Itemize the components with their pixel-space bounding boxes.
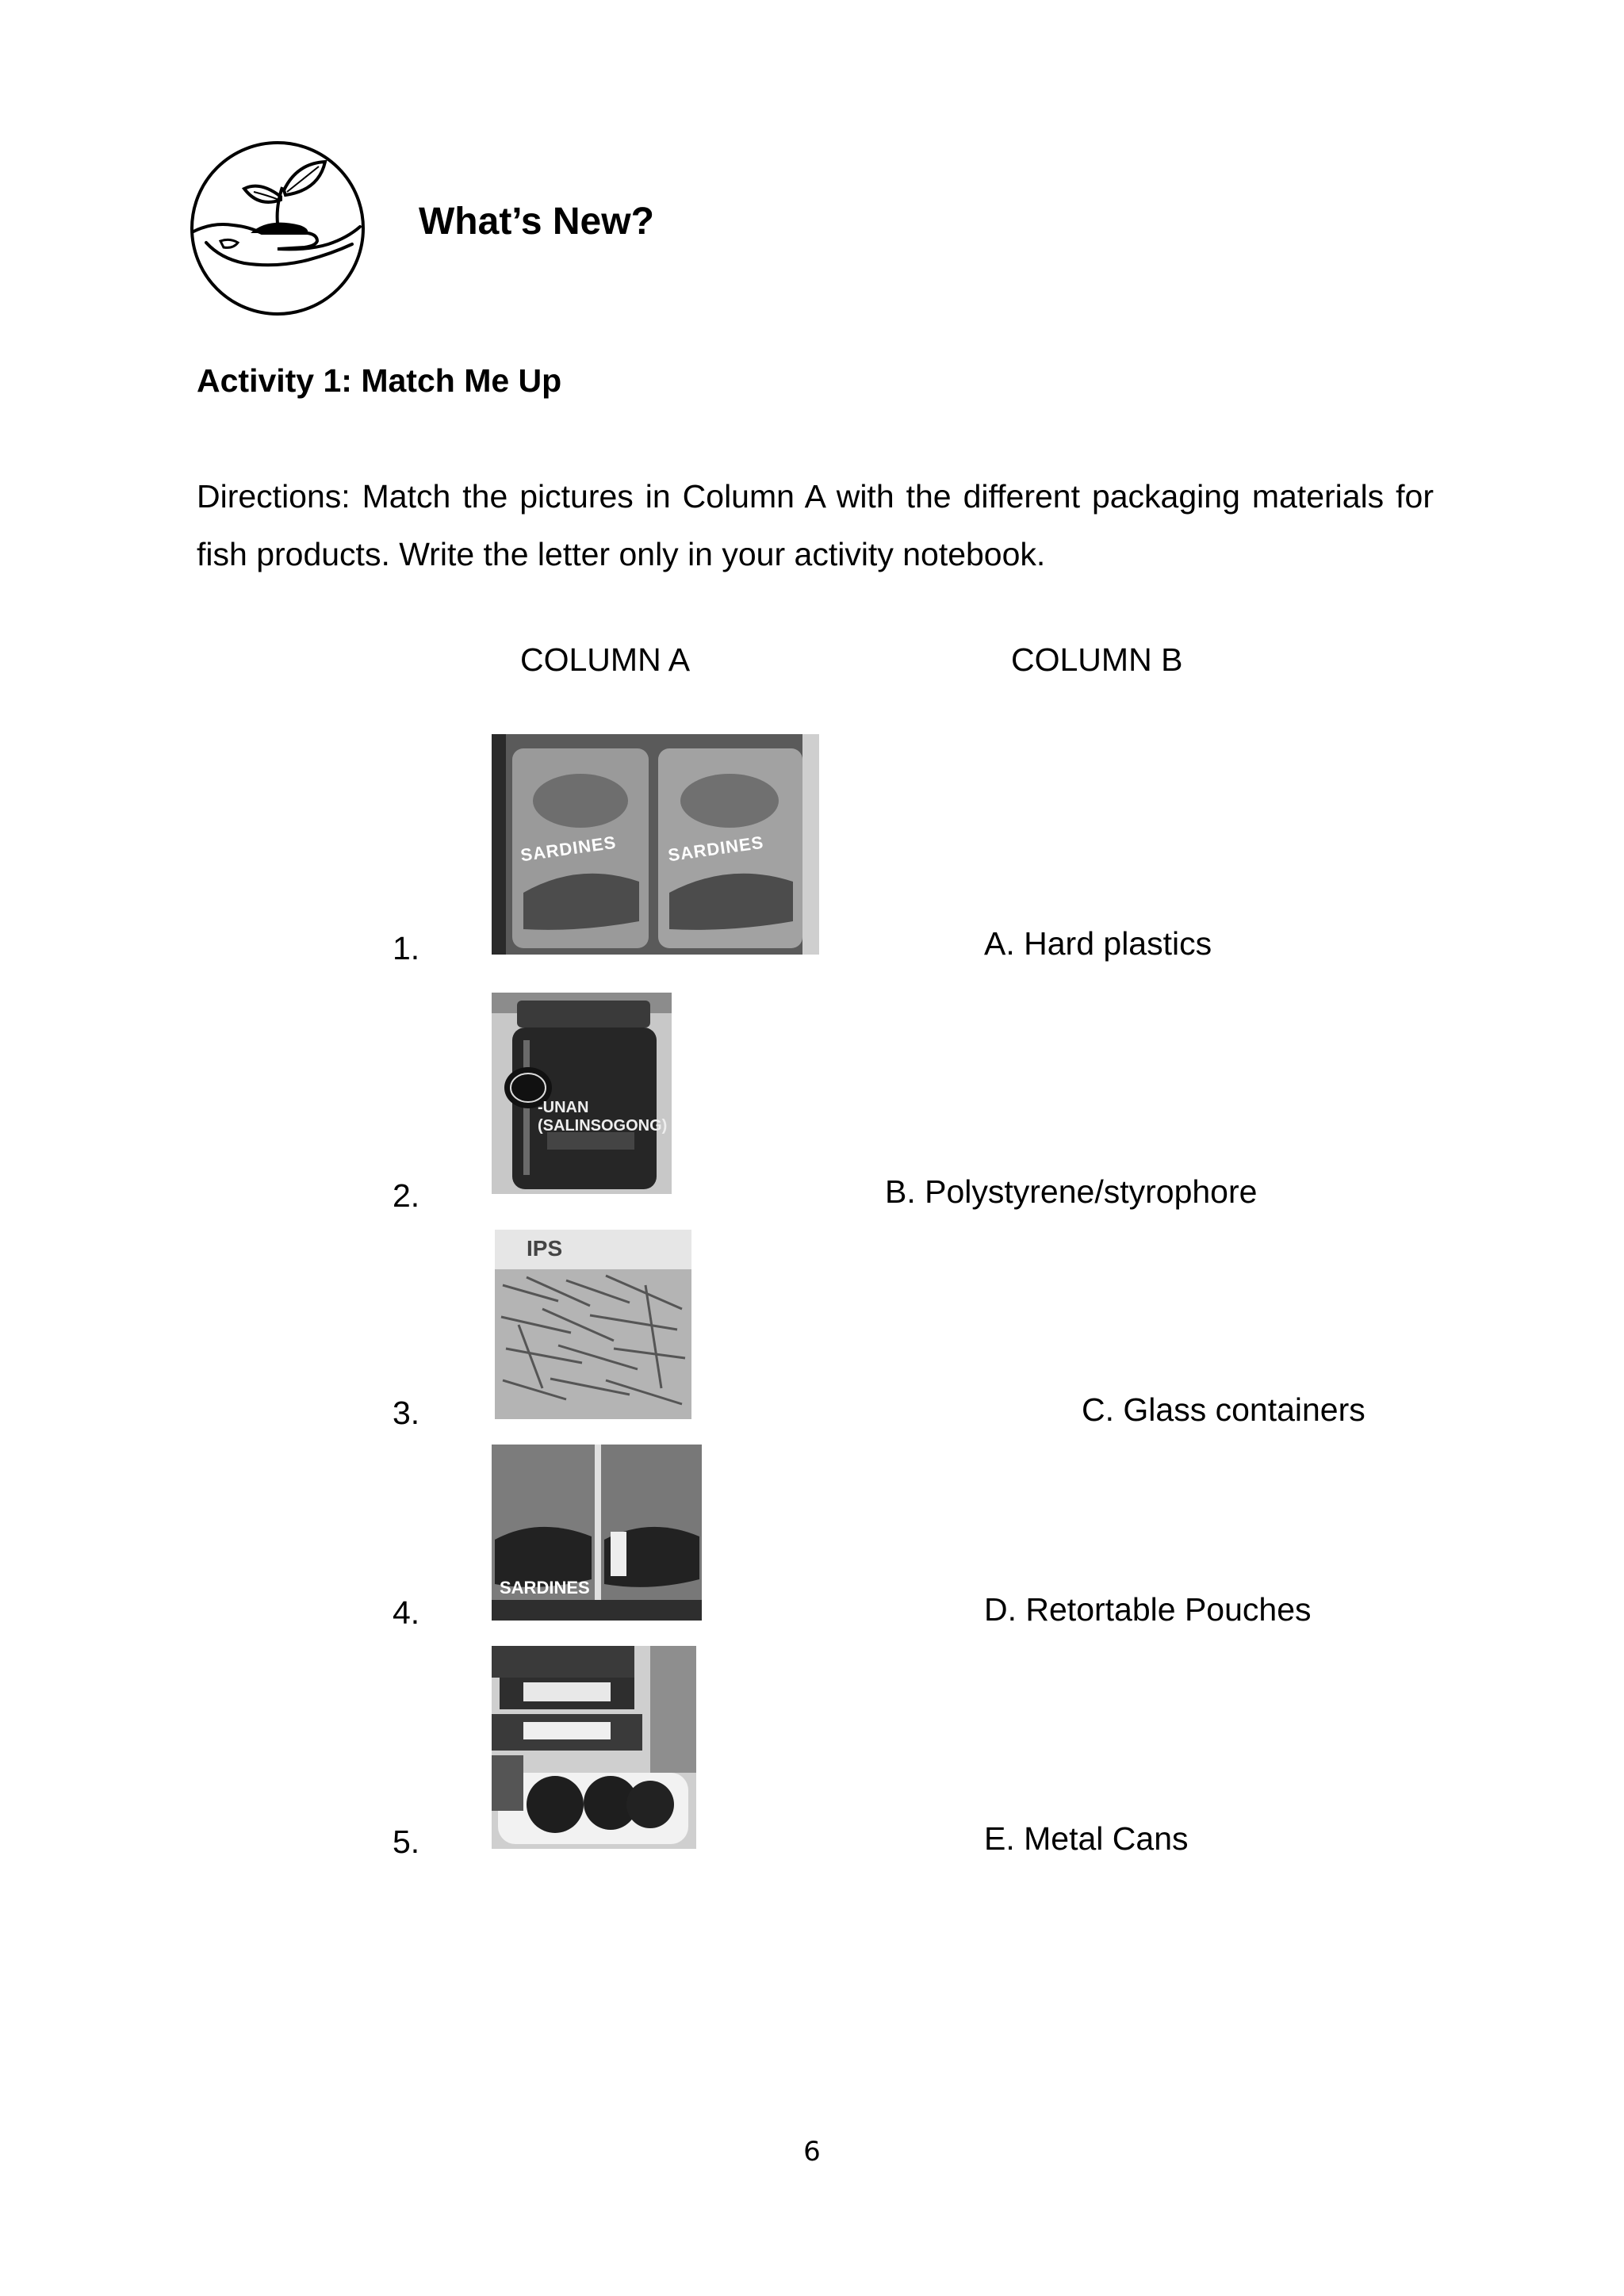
option-a: A. Hard plastics [984,925,1212,962]
option-d: D. Retortable Pouches [984,1591,1312,1628]
bag-label: IPS [527,1236,563,1261]
photo-styrofoam-trays [492,1646,696,1849]
item-number: 2. [393,1177,420,1214]
item-number: 5. [393,1823,420,1860]
jar-label: -UNAN (SALINSOGONG) [538,1099,668,1135]
option-e: E. Metal Cans [984,1820,1189,1857]
activity-title: Activity 1: Match Me Up [197,362,562,399]
photo-glass-jar [492,993,672,1194]
directions-text: Directions: Match the pictures in Column A with the different packaging materials for fish products. Write the letter only in your activity notebook. [197,478,1434,572]
photo-retort-pouches [492,734,819,955]
column-a-header: COLUMN A [520,641,691,678]
option-c: C. Glass containers [1082,1391,1365,1428]
photo-metal-cans [492,1445,702,1621]
item-number: 1. [393,930,420,966]
item-number: 4. [393,1594,420,1631]
column-b-header: COLUMN B [1011,641,1183,678]
hand-holding-seedling-icon [189,140,366,317]
photo-dried-fish-bag [495,1230,691,1419]
can-label: SARDINES [500,1578,590,1598]
pouch-label: SARDINES [519,832,618,866]
page-number: 6 [803,2136,821,2168]
section-title: What’s New? [419,201,654,243]
option-b: B. Polystyrene/styrophore [885,1173,1258,1210]
pouch-label: SARDINES [666,832,765,866]
item-number: 3. [393,1395,420,1431]
